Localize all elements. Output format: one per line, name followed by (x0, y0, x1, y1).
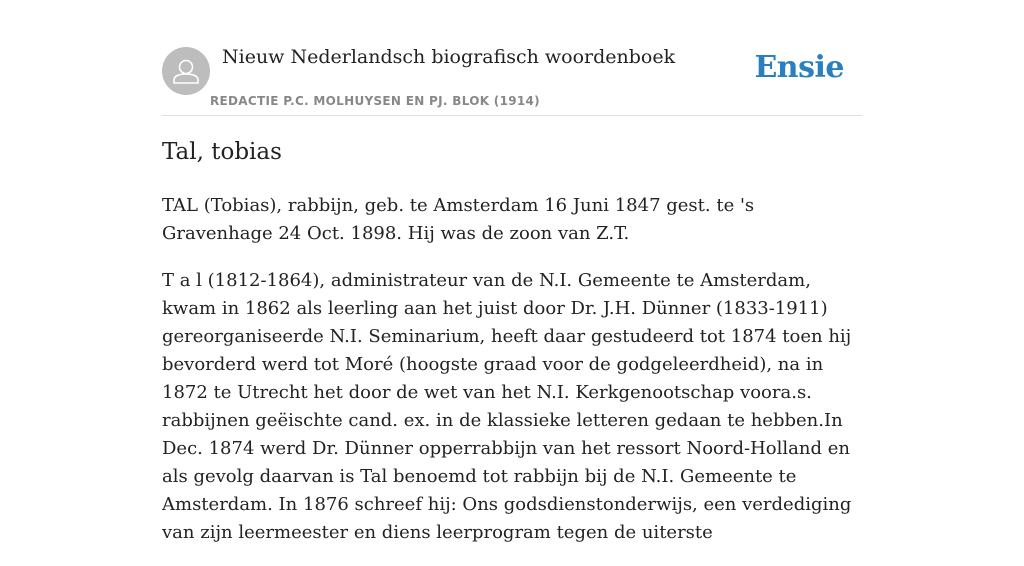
ensie-logo[interactable]: Ensie (754, 50, 844, 85)
article-paragraph: T a l (1812-1864), administrateur van de N.I. Gemeente te Amsterdam, kwam in 1862 als leerling aan het juist door Dr. J.H. Dünner (1833-1911) gereorganiseerde N.I. Seminarium, heeft daar gestudeerd tot 1874 toen hij bevorderd werd tot Moré (hoogste graad voor de godgeleerdheid), na in 1872 te Utrecht het door de wet van het N.I. Kerkgenootschap voora.s. rabbijnen geëischte cand. ex. in de klassieke letteren gedaan te hebben.In Dec. 1874 werd Dr. Dünner opperrabbijn van het ressort Noord-Holland en als gevolg daarvan is Tal benoemd tot rabbijn bij de N.I. Gemeente te Amsterdam. In 1876 schreef hij: Ons godsdienstonderwijs, een verdediging van zijn leermeester en diens leerprogram tegen de uiterste (162, 270, 852, 543)
page-header (162, 40, 862, 116)
book-editors: REDACTIE P.C. MOLHUYSEN EN PJ. BLOK (1914) (210, 94, 540, 108)
article-body (162, 192, 862, 566)
article-paragraph: TAL (Tobias), rabbijn, geb. te Amsterdam 16 Juni 1847 gest. te 's Gravenhage 24 Oct. 1898. Hij was de zoon van Z.T. (162, 195, 755, 244)
user-icon (162, 47, 210, 95)
book-title[interactable]: Nieuw Nederlandsch biografisch woordenboek (222, 46, 676, 68)
avatar[interactable] (162, 47, 210, 95)
article-title: Tal, tobias (162, 139, 282, 165)
